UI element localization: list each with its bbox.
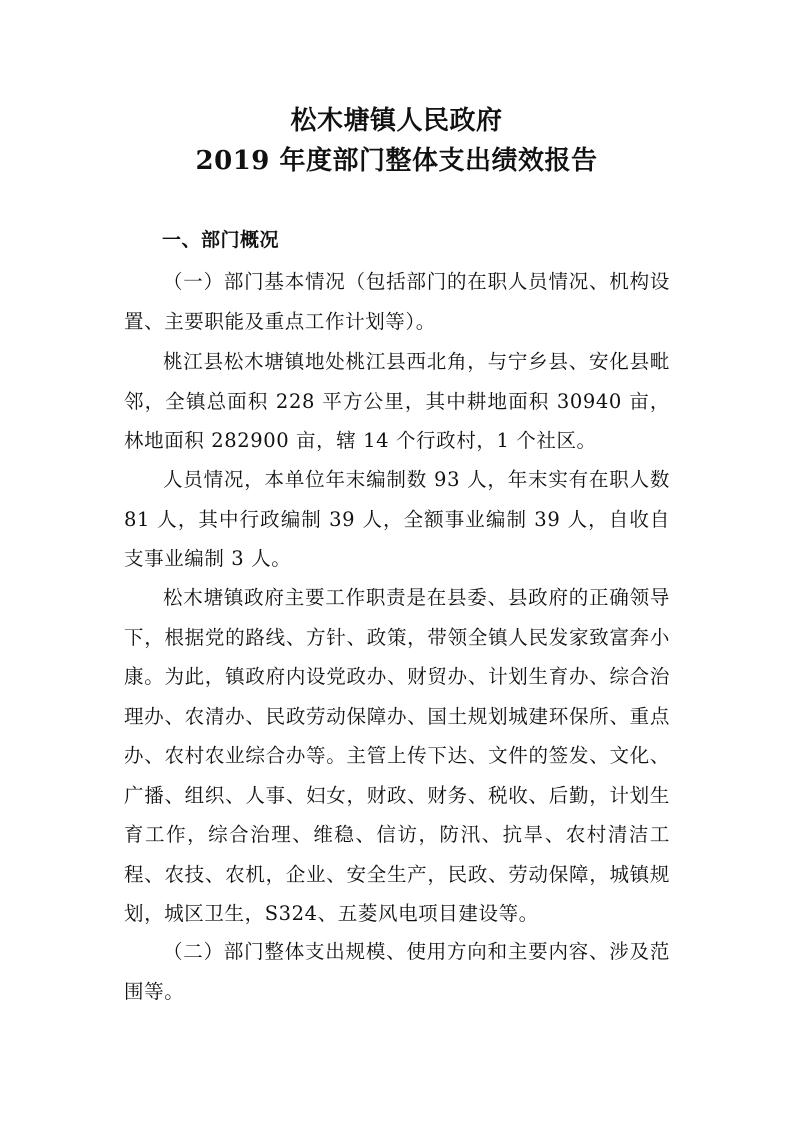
- document-title-line2: 2019 年度部门整体支出绩效报告: [195, 146, 598, 176]
- paragraph-responsibilities: 松木塘镇政府主要工作职责是在县委、县政府的正确领导下，根据党的路线、方针、政策，带领全镇人民发家致富奔小康。为此，镇政府内设党政办、财贸办、计划生育办、综合治理办、农清办、民政劳动保障办、国土规划城建环保所、重点办、农村农业综合办等。主管上传下达、文件的签发、文化、广播、组织、人事、妇女，财政、财务、税收、后勤，计划生育工作，综合治理、维稳、信访，防汛、抗旱、农村清洁工程、农技、农机，企业、安全生产，民政、劳动保障，城镇规划，城区卫生，S324、五菱风电项目建设等。: [124, 586, 670, 925]
- section-heading: 一、部门概况: [162, 229, 280, 251]
- paragraph-basic-info-heading: （一）部门基本情况（包括部门的在职人员情况、机构设置、主要职能及重点工作计划等）。: [124, 270, 670, 333]
- paragraph-expenditure-heading: （二）部门整体支出规模、使用方向和主要内容、涉及范围等。: [124, 940, 670, 1003]
- paragraph-staffing: 人员情况，本单位年末编制数 93 人，年末实有在职人数 81 人，其中行政编制 39 人，全额事业编制 39 人，自收自支事业编制 3 人。: [124, 468, 670, 570]
- paragraph-location: 桃江县松木塘镇地处桃江县西北角，与宁乡县、安化县毗邻，全镇总面积 228 平方公里，其中耕地面积 30940 亩，林地面积 282900 亩，辖 14 个行政村，1 个社区。: [124, 350, 670, 452]
- document-title-line1: 松木塘镇人民政府: [290, 106, 503, 136]
